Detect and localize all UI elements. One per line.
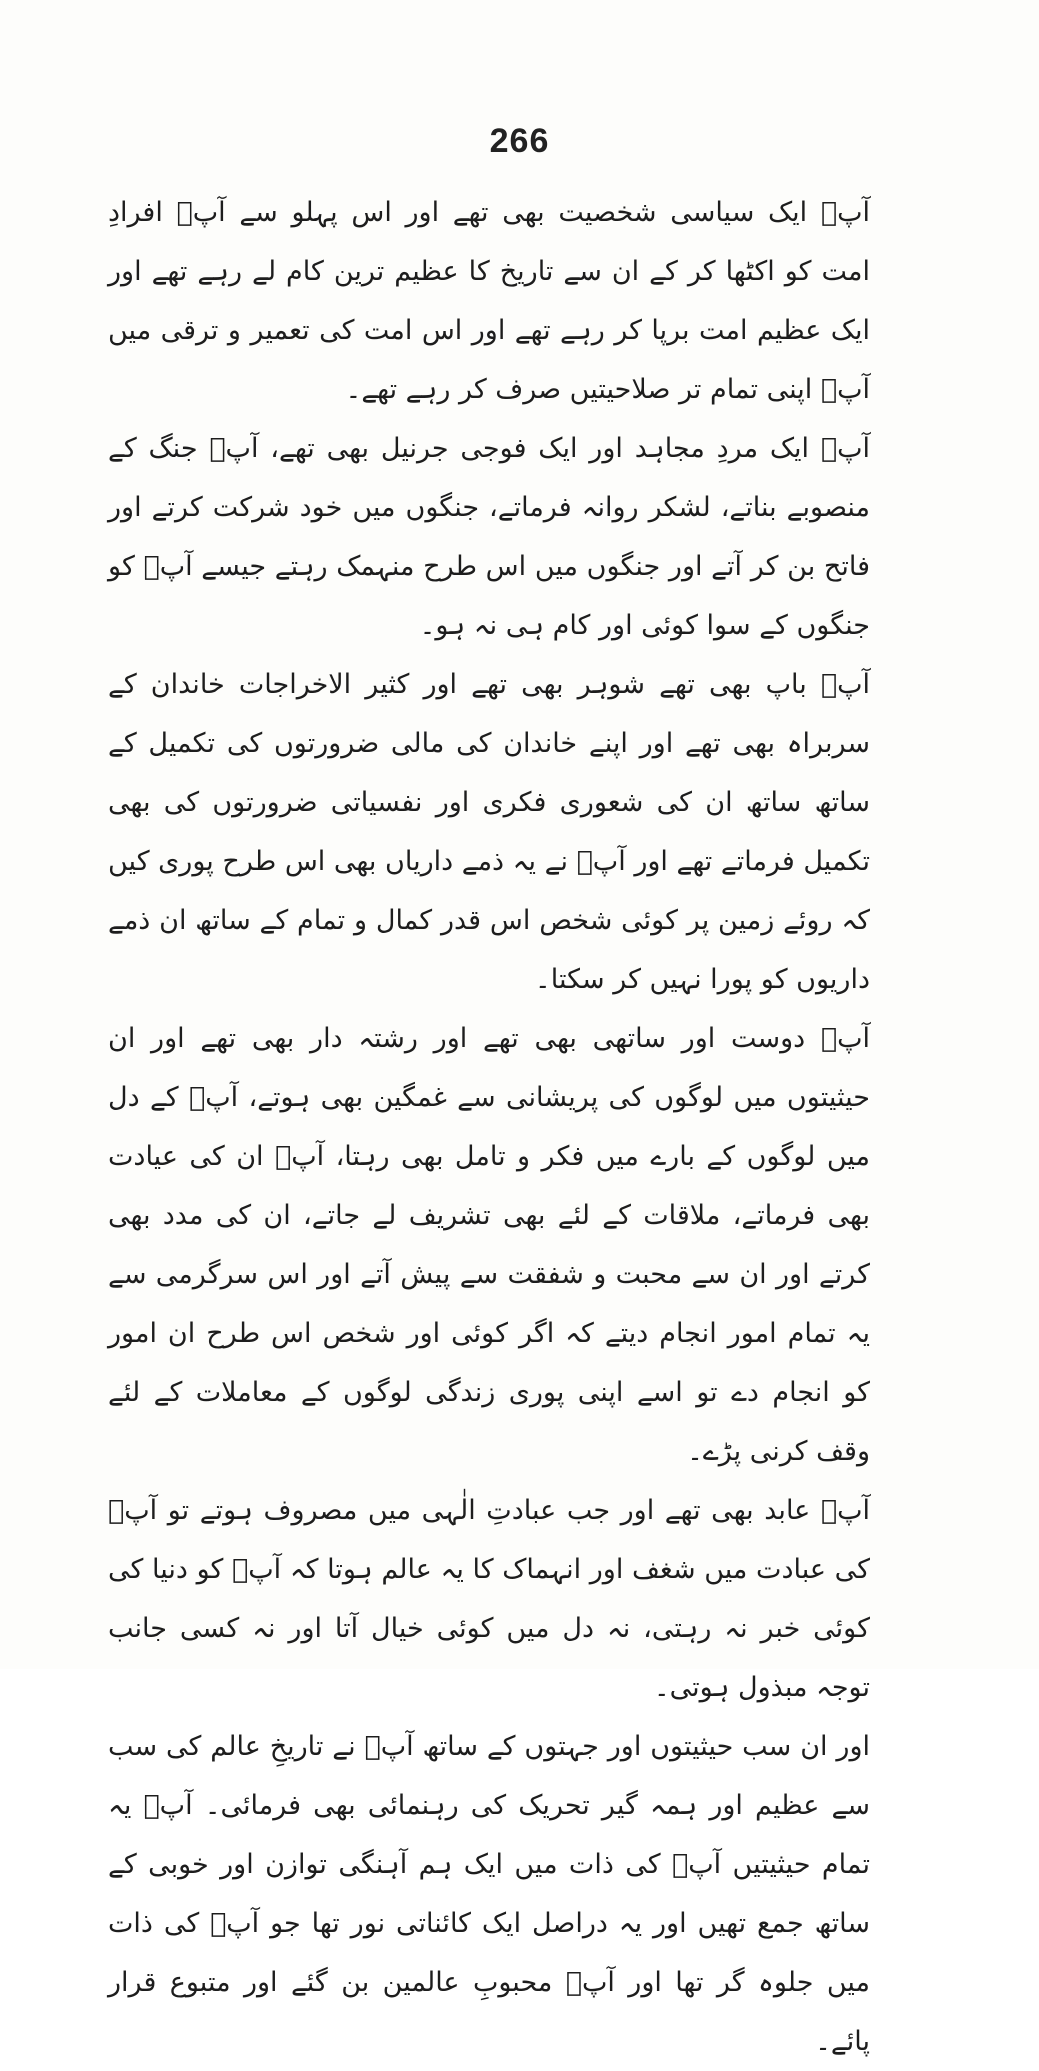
paragraph-conclusion: اور ان سب حیثیتوں اور جہتوں کے ساتھ آپؐ نے تاریخِ عالم کی سب سے عظیم اور ہمہ گیر تحریک کی رہنمائی بھی فرمائی۔ آپؐ یہ تمام حیثیتیں آپؐ کی ذات میں ایک ہم آہنگی توازن اور خوبی کے ساتھ جمع تھیں اور یہ دراصل ایک کائناتی نور تھا جو آپؐ کی ذات میں جلوہ گر تھا اور آپؐ محبوبِ عالمین بن گئے اور متبوع قرار پائے۔ <box>108 1731 870 2057</box>
paragraph-political-role: آپؐ ایک سیاسی شخصیت بھی تھے اور اس پہلو سے آپؐ افرادِ امت کو اکٹھا کر کے ان سے تاریخ کا عظیم ترین کام لے رہے تھے اور ایک عظیم امت برپا کر رہے تھے اور اس امت کی تعمیر و ترقی میں آپؐ اپنی تمام تر صلاحیتیں صرف کر رہے تھے۔ <box>108 197 870 405</box>
paragraph-family-role: آپؐ باپ بھی تھے شوہر بھی تھے اور کثیر الاخراجات خاندان کے سربراہ بھی تھے اور اپنے خاندان کی مالی ضرورتوں کی تکمیل کے ساتھ ساتھ ان کی شعوری فکری اور نفسیاتی ضرورتوں کی بھی تکمیل فرماتے تھے اور آپؐ نے یہ ذمے داریاں بھی اس طرح پوری کیں کہ روئے زمین پر کوئی شخص اس قدر کمال و تمام کے ساتھ ان ذمے داریوں کو پورا نہیں کر سکتا۔ <box>108 669 870 995</box>
page-number: 266 <box>489 122 550 160</box>
paragraph-worship-role: آپؐ عابد بھی تھے اور جب عبادتِ الٰہی میں مصروف ہوتے تو آپؐ کی عبادت میں شغف اور انہماک کا یہ عالم ہوتا کہ آپؐ کو دنیا کی کوئی خبر نہ رہتی، نہ دل میں کوئی خیال آتا اور نہ کسی جانب توجہ مبذول ہوتی۔ <box>108 1495 870 1703</box>
paragraph-social-role: آپؐ دوست اور ساتھی بھی تھے اور رشتہ دار بھی تھے اور ان حیثیتوں میں لوگوں کی پریشانی سے غمگین بھی ہوتے، آپؐ کے دل میں لوگوں کے بارے میں فکر و تامل بھی رہتا، آپؐ ان کی عیادت بھی فرماتے، ملاقات کے لئے بھی تشریف لے جاتے، ان کی مدد بھی کرتے اور ان سے محبت و شفقت سے پیش آتے اور اس سرگرمی سے یہ تمام امور انجام دیتے کہ اگر کوئی اور شخص اس طرح ان امور کو انجام دے تو اسے اپنی پوری زندگی لوگوں کے معاملات کے لئے وقف کرنی پڑے۔ <box>108 1023 870 1467</box>
page-body-text <box>108 183 870 2071</box>
paragraph-military-role: آپؐ ایک مردِ مجاہد اور ایک فوجی جرنیل بھی تھے، آپؐ جنگ کے منصوبے بناتے، لشکر روانہ فرماتے، جنگوں میں خود شرکت کرتے اور فاتح بن کر آتے اور جنگوں میں اس طرح منہمک رہتے جیسے آپؐ کو جنگوں کے سوا کوئی اور کام ہی نہ ہو۔ <box>108 433 870 641</box>
